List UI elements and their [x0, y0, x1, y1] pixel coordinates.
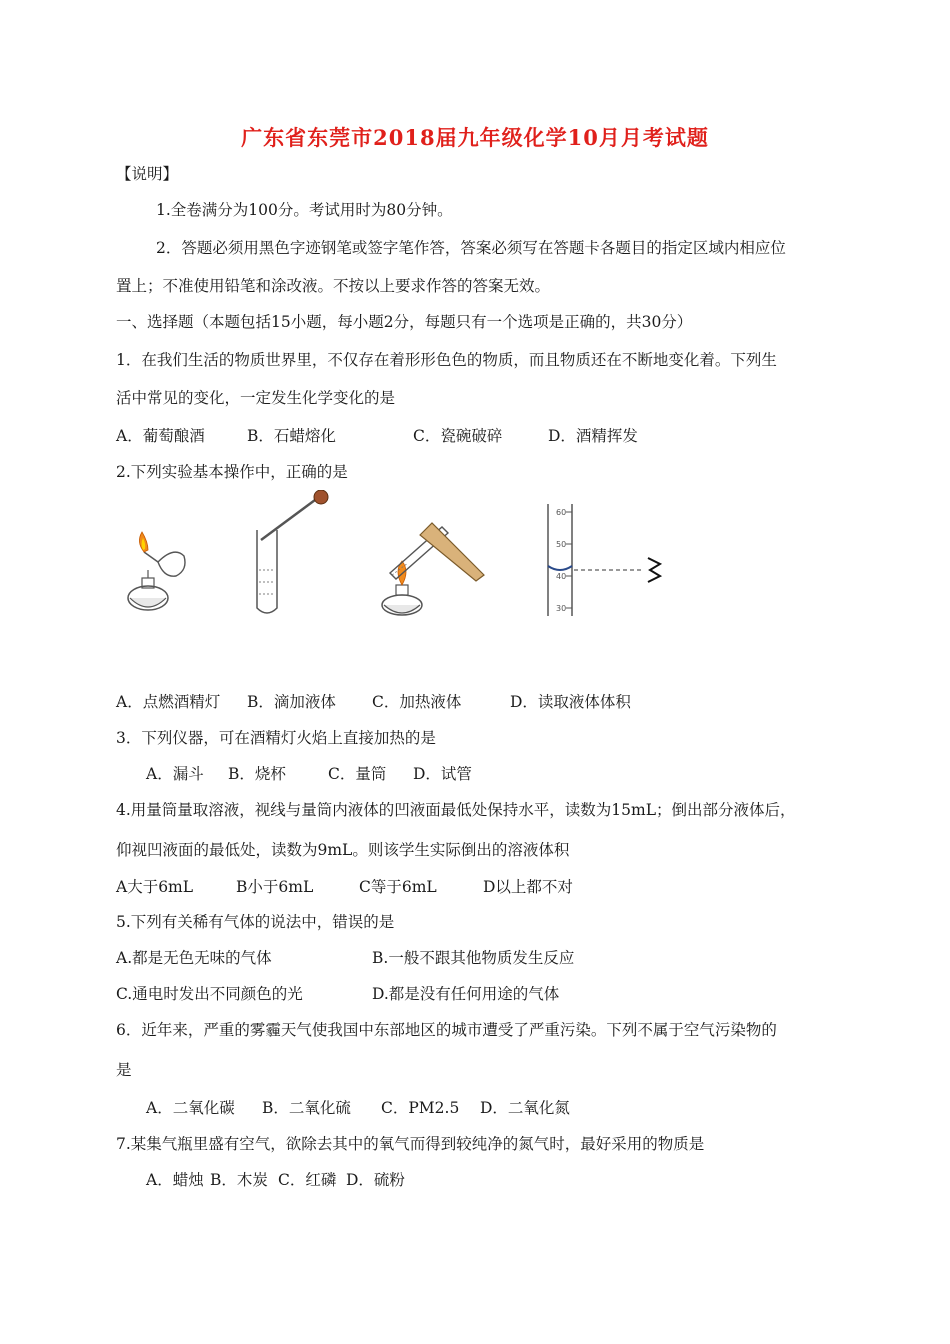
q6-option-b: B．二氧化硫 — [262, 1099, 351, 1117]
q4-stem-line2: 仰视凹液面的最低处，读数为9mL。则该学生实际倒出的溶液体积 — [116, 841, 570, 859]
q3-option-d: D．试管 — [413, 765, 472, 783]
q3-option-a: A．漏斗 — [146, 765, 204, 783]
cylinder-tick-60: 60 — [556, 508, 567, 517]
dropper-test-tube-figure — [245, 490, 355, 620]
q1-stem-line2: 活中常见的变化，一定发生化学变化的是 — [116, 389, 396, 407]
exam-title: 广东省东莞市2018届九年级化学10月月考试题 — [241, 125, 709, 150]
q4-option-a: A大于6mL — [116, 878, 194, 896]
q5-option-c: C.通电时发出不同颜色的光 — [116, 985, 303, 1003]
q7-option-c: C．红磷 — [278, 1171, 337, 1189]
section-1-heading: 一、选择题（本题包括15小题，每小题2分，每题只有一个选项是正确的，共30分） — [116, 313, 693, 331]
q5-option-d: D.都是没有任何用途的气体 — [372, 985, 560, 1003]
q7-stem: 7.某集气瓶里盛有空气，欲除去其中的氧气而得到较纯净的氮气时，最好采用的物质是 — [116, 1135, 705, 1153]
q4-option-c: C等于6mL — [359, 878, 437, 896]
q1-option-d: D．酒精挥发 — [548, 427, 638, 445]
q4-option-d: D以上都不对 — [483, 878, 573, 896]
q2-option-a: A．点燃酒精灯 — [116, 693, 221, 711]
q6-option-d: D．二氧化氮 — [480, 1099, 570, 1117]
q4-option-b: B小于6mL — [236, 878, 314, 896]
q7-option-a: A．蜡烛 — [146, 1171, 204, 1189]
q6-option-c: C．PM2.5 — [381, 1099, 460, 1117]
alcohol-lamp-lighting-figure — [118, 520, 198, 620]
notice-header: 【说明】 — [116, 165, 179, 183]
q1-stem-line1: 1．在我们生活的物质世界里，不仅存在着形形色色的物质，而且物质还在不断地变化着。下列生 — [116, 351, 777, 369]
cylinder-tick-40: 40 — [556, 572, 567, 581]
q1-option-b: B．石蜡熔化 — [247, 427, 336, 445]
q5-stem: 5.下列有关稀有气体的说法中，错误的是 — [116, 913, 395, 931]
q7-option-d: D．硫粉 — [346, 1171, 405, 1189]
q5-option-a: A.都是无色无味的气体 — [116, 949, 272, 967]
q3-stem: 3．下列仪器，可在酒精灯火焰上直接加热的是 — [116, 729, 436, 747]
q2-option-d: D．读取液体体积 — [510, 693, 631, 711]
q3-option-c: C．量筒 — [328, 765, 387, 783]
q5-option-b: B.一般不跟其他物质发生反应 — [372, 949, 575, 967]
q6-option-a: A．二氧化碳 — [146, 1099, 235, 1117]
q7-option-b: B．木炭 — [210, 1171, 268, 1189]
notice-item-2-line2: 置上；不准使用铅笔和涂改液。不按以上要求作答的答案无效。 — [116, 277, 551, 295]
q1-option-a: A．葡萄酿酒 — [116, 427, 205, 445]
cylinder-tick-30: 30 — [556, 604, 567, 613]
q6-stem-line1: 6．近年来，严重的雾霾天气使我国中东部地区的城市遭受了严重污染。下列不属于空气污染物的 — [116, 1021, 777, 1039]
q1-option-c: C．瓷碗破碎 — [413, 427, 503, 445]
q3-option-b: B．烧杯 — [228, 765, 286, 783]
heating-liquid-figure — [372, 505, 492, 625]
notice-item-1: 1.全卷满分为100分。考试用时为80分钟。 — [156, 201, 453, 219]
notice-item-2-line1: 2．答题必须用黑色字迹钢笔或签字笔作答，答案必须写在答题卡各题目的指定区域内相应位 — [156, 239, 786, 257]
cylinder-tick-50: 50 — [556, 540, 567, 549]
q6-stem-line2: 是 — [116, 1061, 132, 1079]
q4-stem-line1: 4.用量筒量取溶液，视线与量筒内液体的凹液面最低处保持水平，读数为15mL；倒出部分液体后， — [116, 801, 796, 819]
graduated-cylinder-reading-figure — [538, 500, 668, 620]
q2-option-b: B．滴加液体 — [247, 693, 336, 711]
q2-stem: 2.下列实验基本操作中，正确的是 — [116, 463, 348, 481]
q2-option-c: C．加热液体 — [372, 693, 462, 711]
